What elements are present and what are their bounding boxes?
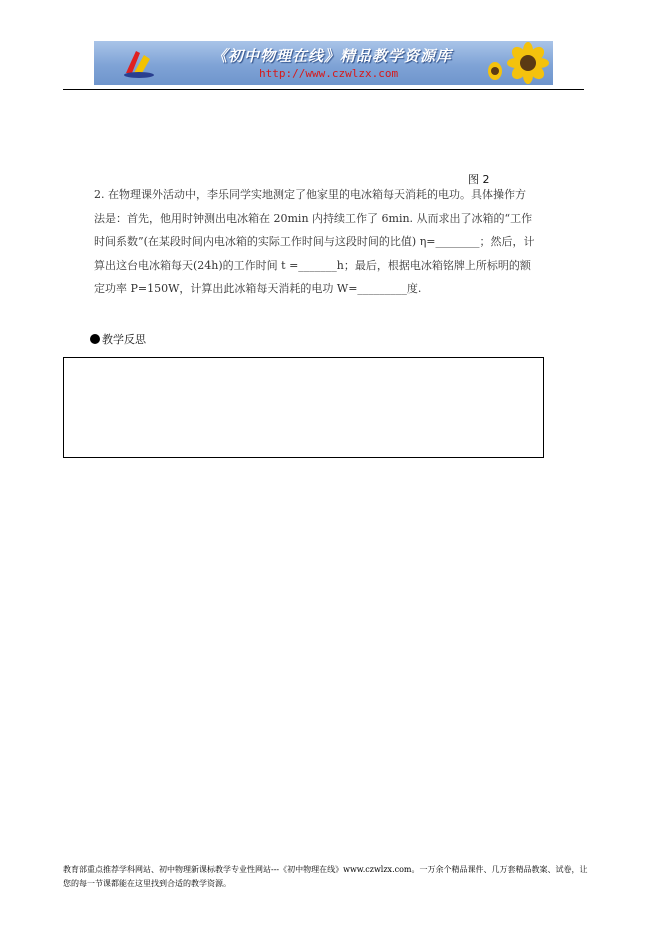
reflection-heading [90,331,146,347]
sunflower-icon [483,41,553,85]
problem-2 [94,183,536,301]
site-url-link[interactable]: http://www.czwlzx.com [259,67,399,80]
site-logo-icon [122,47,156,79]
reflection-box[interactable] [63,357,544,458]
header-banner [94,41,553,85]
problem-text: 2. 在物理课外活动中，李乐同学实地测定了他家里的电冰箱每天消耗的电功。具体操作方法是：首先，他用时钟测出电冰箱在 20min 内持续工作了 6min. 从而求出了冰箱的“工作时间系数”(在某段时间内电冰箱的实际工作时间与这段时间的比值) η=________；然后，计算出这台电冰箱每天(24h)的工作时间 t =_______h；最后，根据电冰箱铭牌上所标明的额定功率 P=150W，计算出此冰箱每天消耗的电功 W=_________度. [94,188,535,296]
page-footer: 教育部重点推荐学科网站、初中物理新课标教学专业性网站---《初中物理在线》www.czwlzx.com。一万余个精品课件、几万套精品教案、试卷，让您的每一节课都能在这里找到合适的教学资源。 [63,865,588,888]
site-title: 《初中物理在线》精品教学资源库 [212,47,453,65]
header-divider [63,89,584,90]
figure-label: 图 2 [468,173,490,186]
reflection-heading-text: 教学反思 [102,333,146,346]
bullet-icon [90,334,100,344]
